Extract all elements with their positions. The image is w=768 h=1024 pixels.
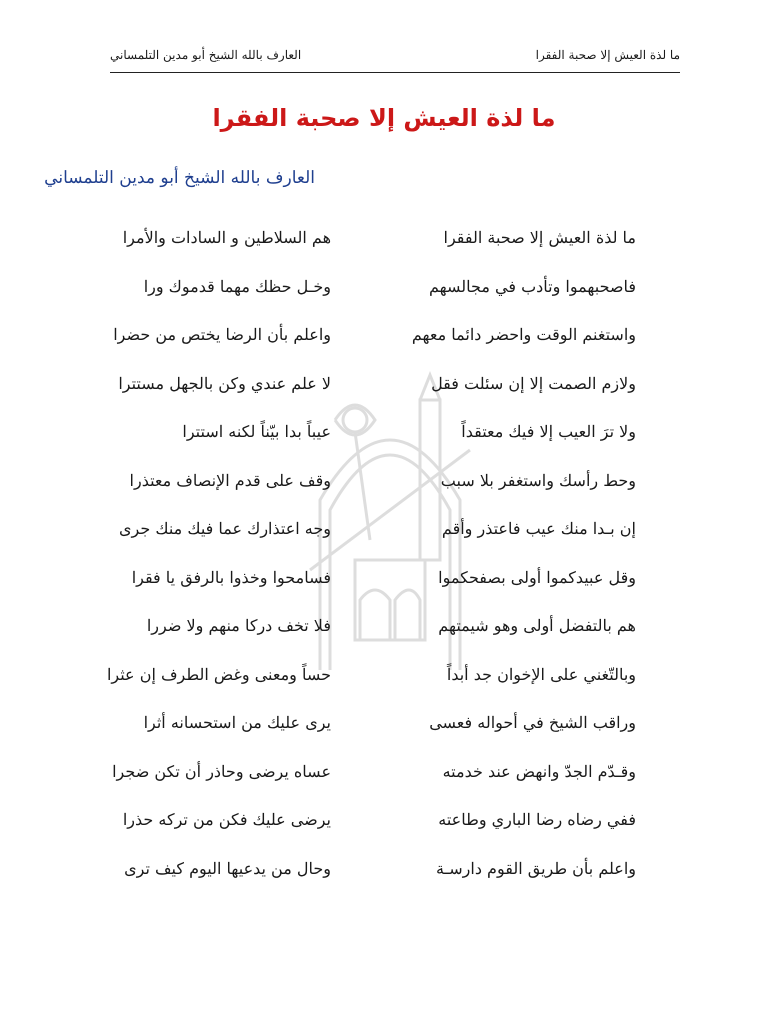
verse-second-hemistich: وجه اعتذارك عما فيك منك جرى	[119, 519, 331, 538]
verse-first-hemistich: وقل عبيدكموا أولى بصفحكموا	[438, 567, 636, 587]
verse-second-hemistich: عيباً بدا بيّناً لكنه استترا	[182, 422, 331, 441]
header-author-text: العارف بالله الشيخ أبو مدين التلمساني	[110, 48, 302, 62]
verse-second-hemistich: وقف على قدم الإنصاف معتذرا	[129, 470, 331, 490]
verse-first-hemistich: واعلم بأن طريق القوم دارسـة	[436, 858, 636, 878]
verse-first-hemistich: ما لذة العيش إلا صحبة الفقرا	[443, 228, 636, 247]
verse-first-hemistich: وراقب الشيخ في أحواله فعسى	[429, 713, 636, 732]
verse-second-hemistich: يرضى عليك فكن من تركه حذرا	[122, 810, 331, 829]
verse-second-hemistich: وخـل حظك مهما قدموك ورا	[143, 276, 331, 296]
verse-first-hemistich: ولا ترَ العيب إلا فيك معتقداً	[461, 422, 636, 441]
verse-second-hemistich: حساً ومعنى وغض الطرف إن عثرا	[106, 664, 331, 684]
verse-second-hemistich: لا علم عندي وكن بالجهل مستترا	[118, 373, 331, 393]
verse-second-hemistich: فسامحوا وخذوا بالرفق يا فقرا	[131, 567, 331, 587]
verse-second-hemistich: هم السلاطين و السادات والأمرا	[122, 228, 331, 247]
verse-second-hemistich: وحال من يدعيها اليوم كيف ترى	[124, 858, 331, 878]
verse-first-hemistich: فاصحبهموا وتأدب في مجالسهم	[428, 276, 636, 296]
header-title-text: ما لذة العيش إلا صحبة الفقرا	[535, 48, 680, 62]
verse-first-hemistich: وحط رأسك واستغفر بلا سبب	[440, 470, 636, 490]
verse-first-hemistich: هم بالتفضل أولى وهو شيمتهم	[438, 616, 636, 635]
verse-first-hemistich: ولازم الصمت إلا إن سئلت فقل	[431, 373, 636, 393]
verse-second-hemistich: يرى عليك من استحسانه أثرا	[143, 713, 331, 732]
page-header	[110, 48, 680, 73]
poem-author: العارف بالله الشيخ أبو مدين التلمساني	[44, 168, 315, 188]
verse-first-hemistich: واستغنم الوقت واحضر دائما معهم	[411, 325, 636, 344]
verse-second-hemistich: فلا تخف دركا منهم ولا ضررا	[146, 616, 331, 635]
verse-first-hemistich: وبالتّغني على الإخوان جد أبداً	[446, 664, 636, 684]
poem-title: ما لذة العيش إلا صحبة الفقرا	[212, 104, 556, 132]
verse-first-hemistich: إن بـدا منك عيب فاعتذر وأقم	[441, 519, 636, 538]
verse-first-hemistich: ففي رضاه رضا الباري وطاعته	[438, 810, 636, 829]
verse-first-hemistich: وقـدّم الجدّ وانهض عند خدمته	[442, 761, 636, 781]
verse-second-hemistich: واعلم بأن الرضا يختص من حضرا	[113, 325, 331, 344]
verse-second-hemistich: عساه يرضى وحاذر أن تكن ضجرا	[112, 761, 331, 781]
